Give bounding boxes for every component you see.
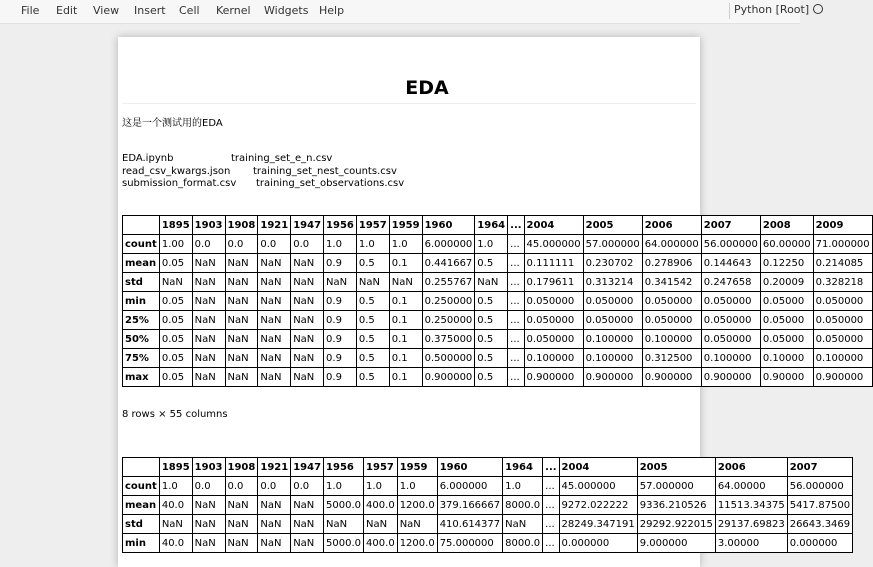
row-label: min <box>123 292 160 311</box>
table-cell: ... <box>543 496 559 515</box>
ls-file: submission_format.csv <box>122 178 237 189</box>
table-row <box>123 311 873 330</box>
column-header: 2006 <box>642 216 701 235</box>
table-cell: 64.00000 <box>715 477 787 496</box>
table-cell: 0.05 <box>159 368 192 387</box>
table-cell: ... <box>508 292 524 311</box>
table-cell: 0.10000 <box>760 349 813 368</box>
table-cell: 45.000000 <box>559 477 637 496</box>
table-cell: 0.5 <box>356 254 389 273</box>
table-cell: 71.000000 <box>813 235 872 254</box>
row-label: std <box>123 273 160 292</box>
table-cell: NaN <box>291 292 324 311</box>
table-cell: 400.0 <box>364 534 398 553</box>
table-cell: NaN <box>225 292 258 311</box>
table-cell: 6.000000 <box>437 477 502 496</box>
table-cell: 0.05 <box>159 330 192 349</box>
column-header: 2007 <box>701 216 760 235</box>
table-cell: NaN <box>397 515 437 534</box>
table-cell: 3.00000 <box>715 534 787 553</box>
table-row <box>123 349 873 368</box>
table-cell: 1.0 <box>503 477 543 496</box>
table-cell: 0.247658 <box>701 273 760 292</box>
table-cell: 5417.87500 <box>787 496 852 515</box>
column-header: 2006 <box>715 458 787 477</box>
column-header: 1947 <box>291 216 324 235</box>
column-header: ... <box>543 458 559 477</box>
table-cell: 0.250000 <box>422 292 475 311</box>
table-cell: NaN <box>324 515 364 534</box>
table-cell: NaN <box>364 515 398 534</box>
title-divider <box>122 103 696 104</box>
table-cell: ... <box>508 368 524 387</box>
table-cell: 0.5 <box>356 330 389 349</box>
column-header: 2005 <box>637 458 715 477</box>
table-cell: NaN <box>503 515 543 534</box>
table-cell: 0.9 <box>324 349 357 368</box>
table-cell: 0.900000 <box>701 368 760 387</box>
table-cell: 1.0 <box>364 477 398 496</box>
table-cell: 56.000000 <box>787 477 852 496</box>
table-cell: 64.000000 <box>642 235 701 254</box>
table-cell: NaN <box>225 534 258 553</box>
table-cell: 0.050000 <box>524 311 583 330</box>
row-label: 50% <box>123 330 160 349</box>
table-cell: 0.050000 <box>813 311 872 330</box>
table-cell: NaN <box>159 273 192 292</box>
ls-file: training_set_observations.csv <box>256 178 405 189</box>
table-cell: 45.000000 <box>524 235 583 254</box>
table-cell: 0.05000 <box>760 311 813 330</box>
column-header: 1960 <box>437 458 502 477</box>
table-cell: 0.500000 <box>422 349 475 368</box>
menu-file[interactable]: File <box>21 4 40 17</box>
table-row <box>123 273 873 292</box>
table-cell: NaN <box>192 534 225 553</box>
shape-note: 8 rows × 55 columns <box>122 409 228 420</box>
table-cell: NaN <box>192 292 225 311</box>
table-cell: 0.05000 <box>760 330 813 349</box>
table-cell: 0.1 <box>389 292 422 311</box>
table-cell: 1.0 <box>389 235 422 254</box>
table-cell: 410.614377 <box>437 515 502 534</box>
table-header-row <box>123 458 853 477</box>
menubar <box>0 0 810 24</box>
table-cell: 0.0 <box>291 477 324 496</box>
table-cell: NaN <box>258 292 291 311</box>
table-cell: 0.312500 <box>642 349 701 368</box>
table-cell: ... <box>543 534 559 553</box>
table-cell: 0.12250 <box>760 254 813 273</box>
table-cell: 0.1 <box>389 368 422 387</box>
table-cell: 26643.3469 <box>787 515 852 534</box>
table-cell: 0.250000 <box>422 311 475 330</box>
table-cell: 1.0 <box>356 235 389 254</box>
table-row <box>123 330 873 349</box>
column-header: 2004 <box>559 458 637 477</box>
table-row <box>123 368 873 387</box>
table-cell: 0.278906 <box>642 254 701 273</box>
table-cell: 11513.34375 <box>715 496 787 515</box>
column-header: 1959 <box>397 458 437 477</box>
column-header: 2004 <box>524 216 583 235</box>
table-cell: NaN <box>258 254 291 273</box>
table-cell: NaN <box>258 534 291 553</box>
column-header: 1908 <box>225 458 258 477</box>
title-cell[interactable] <box>118 77 700 99</box>
table-cell: NaN <box>291 254 324 273</box>
table-cell: NaN <box>291 330 324 349</box>
table-cell: ... <box>543 477 559 496</box>
table-cell: 0.179611 <box>524 273 583 292</box>
row-label: mean <box>123 496 160 515</box>
table-cell: NaN <box>192 273 225 292</box>
describe-table-2 <box>122 457 853 553</box>
table-cell: 0.05000 <box>760 292 813 311</box>
column-header: 1947 <box>291 458 324 477</box>
table-cell: 0.144643 <box>701 254 760 273</box>
table-row <box>123 254 873 273</box>
column-header: 1921 <box>258 458 291 477</box>
column-header: 1921 <box>258 216 291 235</box>
table-cell: 0.5 <box>475 349 508 368</box>
table-cell: NaN <box>192 330 225 349</box>
column-header: 1895 <box>159 458 192 477</box>
table-row <box>123 235 873 254</box>
table-cell: 0.050000 <box>813 292 872 311</box>
column-header: ... <box>508 216 524 235</box>
row-label: max <box>123 368 160 387</box>
column-header: 2008 <box>760 216 813 235</box>
table-cell: 0.1 <box>389 330 422 349</box>
table-cell: 0.9 <box>324 368 357 387</box>
table-cell: 0.100000 <box>813 349 872 368</box>
column-header: 1956 <box>324 458 364 477</box>
table-cell: ... <box>508 311 524 330</box>
table-cell: NaN <box>192 368 225 387</box>
table-cell: 379.166667 <box>437 496 502 515</box>
table-cell: 0.050000 <box>701 311 760 330</box>
table-cell: 0.214085 <box>813 254 872 273</box>
table-cell: NaN <box>258 349 291 368</box>
table-cell: NaN <box>258 368 291 387</box>
page-title: EDA <box>405 77 449 99</box>
column-header: 2007 <box>787 458 852 477</box>
table-cell: NaN <box>225 311 258 330</box>
table-cell: NaN <box>291 273 324 292</box>
table-cell: 0.5 <box>475 311 508 330</box>
table-cell: NaN <box>192 515 225 534</box>
table-cell: 0.328218 <box>813 273 872 292</box>
table-row <box>123 496 853 515</box>
column-header: 1964 <box>475 216 508 235</box>
table-cell: 1.0 <box>475 235 508 254</box>
table-cell: 0.0 <box>192 477 225 496</box>
table-cell: 0.900000 <box>813 368 872 387</box>
table-cell: 0.05 <box>159 349 192 368</box>
table-cell: 1.00 <box>159 235 192 254</box>
table-cell: 5000.0 <box>324 534 364 553</box>
table-cell: 0.050000 <box>813 330 872 349</box>
table-cell: NaN <box>225 273 258 292</box>
table-cell: NaN <box>225 368 258 387</box>
table-cell: NaN <box>291 534 324 553</box>
row-label: std <box>123 515 160 534</box>
table-cell: NaN <box>225 254 258 273</box>
table-cell: NaN <box>192 496 225 515</box>
row-label: 25% <box>123 311 160 330</box>
table-cell: ... <box>508 254 524 273</box>
table-cell: NaN <box>159 515 192 534</box>
table-cell: 0.900000 <box>642 368 701 387</box>
table-row <box>123 292 873 311</box>
table-cell: 0.230702 <box>583 254 642 273</box>
table-cell: 29137.69823 <box>715 515 787 534</box>
table-cell: 57.000000 <box>583 235 642 254</box>
column-header: 1960 <box>422 216 475 235</box>
table-cell: 0.050000 <box>583 292 642 311</box>
table-cell: 0.5 <box>356 311 389 330</box>
table-cell: 0.100000 <box>642 330 701 349</box>
table-cell: 0.050000 <box>642 292 701 311</box>
table-cell: 0.90000 <box>760 368 813 387</box>
column-header: 2005 <box>583 216 642 235</box>
table-cell: NaN <box>192 311 225 330</box>
table-cell: NaN <box>258 496 291 515</box>
table-cell: 29292.922015 <box>637 515 715 534</box>
table-cell: 0.05 <box>159 292 192 311</box>
menu-view[interactable]: View <box>93 4 120 17</box>
ls-file: training_set_e_n.csv <box>231 153 333 164</box>
menu-insert[interactable]: Insert <box>134 4 166 17</box>
table-cell: NaN <box>225 515 258 534</box>
table-row <box>123 534 853 553</box>
table-cell: 0.900000 <box>583 368 642 387</box>
table-cell: 6.000000 <box>422 235 475 254</box>
table-row <box>123 515 853 534</box>
menu-cell[interactable]: Cell <box>179 4 200 17</box>
column-header: 1957 <box>356 216 389 235</box>
table-cell: ... <box>508 273 524 292</box>
table-header-row <box>123 216 873 235</box>
table-cell: 0.100000 <box>701 349 760 368</box>
table-cell: NaN <box>291 349 324 368</box>
table-cell: NaN <box>225 349 258 368</box>
column-header: 2009 <box>813 216 872 235</box>
table-cell: 5000.0 <box>324 496 364 515</box>
table-cell: NaN <box>258 330 291 349</box>
table-cell: 0.9 <box>324 292 357 311</box>
table-cell: 0.050000 <box>524 330 583 349</box>
table-cell: 8000.0 <box>503 496 543 515</box>
describe-table-1 <box>122 215 873 387</box>
table-cell: 0.000000 <box>787 534 852 553</box>
table-cell: 0.111111 <box>524 254 583 273</box>
table-corner <box>123 458 160 477</box>
table-cell: NaN <box>258 273 291 292</box>
table-cell: NaN <box>258 515 291 534</box>
table-cell: NaN <box>291 368 324 387</box>
table-cell: 9272.022222 <box>559 496 637 515</box>
ls-file: read_csv_kwargs.json <box>122 166 231 177</box>
table-cell: 9336.210526 <box>637 496 715 515</box>
table-cell: 1.0 <box>397 477 437 496</box>
table-cell: NaN <box>324 273 357 292</box>
table-cell: 0.100000 <box>583 349 642 368</box>
table-cell: 0.20009 <box>760 273 813 292</box>
menu-widgets[interactable]: Widgets <box>264 4 309 17</box>
table-cell: 0.0 <box>192 235 225 254</box>
table-cell: 0.5 <box>475 254 508 273</box>
table-cell: 400.0 <box>364 496 398 515</box>
table-cell: 0.5 <box>475 330 508 349</box>
table-cell: 0.050000 <box>701 330 760 349</box>
table-cell: 0.900000 <box>422 368 475 387</box>
kernel-name: Python [Root] <box>734 3 810 16</box>
table-cell: NaN <box>291 515 324 534</box>
table-cell: 0.0 <box>258 477 291 496</box>
table-cell: 1200.0 <box>397 534 437 553</box>
ls-file: training_set_nest_counts.csv <box>253 166 397 177</box>
table-cell: NaN <box>475 273 508 292</box>
table-cell: NaN <box>192 254 225 273</box>
row-label: 75% <box>123 349 160 368</box>
kernel-status-icon <box>813 4 823 14</box>
table-cell: 60.00000 <box>760 235 813 254</box>
row-label: count <box>123 477 160 496</box>
table-cell: 40.0 <box>159 534 192 553</box>
table-cell: 57.000000 <box>637 477 715 496</box>
table-cell: NaN <box>225 496 258 515</box>
table-cell: 1.0 <box>324 235 357 254</box>
table-cell: 75.000000 <box>437 534 502 553</box>
table-cell: 0.9 <box>324 330 357 349</box>
table-cell: 0.1 <box>389 349 422 368</box>
table-cell: 0.5 <box>356 368 389 387</box>
table-cell: 0.5 <box>356 292 389 311</box>
table-cell: ... <box>543 515 559 534</box>
column-header: 1957 <box>364 458 398 477</box>
table-cell: 1200.0 <box>397 496 437 515</box>
table-cell: NaN <box>192 349 225 368</box>
column-header: 1959 <box>389 216 422 235</box>
table-cell: ... <box>508 330 524 349</box>
ls-file: EDA.ipynb <box>122 153 174 164</box>
table-cell: NaN <box>258 311 291 330</box>
menu-help[interactable]: Help <box>319 4 345 17</box>
table-row <box>123 477 853 496</box>
table-cell: 0.341542 <box>642 273 701 292</box>
table-cell: ... <box>508 349 524 368</box>
markdown-description: 这是一个测试用的EDA <box>122 118 223 129</box>
table-cell: 0.100000 <box>524 349 583 368</box>
column-header: 1903 <box>192 216 225 235</box>
table-cell: 0.5 <box>356 349 389 368</box>
table-cell: 0.313214 <box>583 273 642 292</box>
row-label: count <box>123 235 160 254</box>
table-cell: 0.441667 <box>422 254 475 273</box>
menu-edit[interactable]: Edit <box>56 4 78 17</box>
table-cell: 0.05 <box>159 311 192 330</box>
row-label: min <box>123 534 160 553</box>
table-cell: 0.9 <box>324 254 357 273</box>
table-cell: 0.050000 <box>583 311 642 330</box>
column-header: 1908 <box>225 216 258 235</box>
menu-kernel[interactable]: Kernel <box>216 4 251 17</box>
table-cell: 0.0 <box>258 235 291 254</box>
table-cell: NaN <box>389 273 422 292</box>
table-cell: 0.255767 <box>422 273 475 292</box>
column-header: 1903 <box>192 458 225 477</box>
table-corner <box>123 216 160 235</box>
table-cell: 0.100000 <box>583 330 642 349</box>
table-cell: 0.0 <box>225 477 258 496</box>
table-cell: 0.375000 <box>422 330 475 349</box>
table-cell: NaN <box>225 330 258 349</box>
table-cell: 9.000000 <box>637 534 715 553</box>
table-cell: 0.9 <box>324 311 357 330</box>
table-cell: 0.5 <box>475 368 508 387</box>
table-cell: 0.050000 <box>701 292 760 311</box>
table-cell: 0.05 <box>159 254 192 273</box>
table-cell: ... <box>508 235 524 254</box>
table-cell: 8000.0 <box>503 534 543 553</box>
table-cell: 0.050000 <box>642 311 701 330</box>
table-cell: 0.1 <box>389 254 422 273</box>
table-cell: NaN <box>291 496 324 515</box>
table-cell: 0.0 <box>291 235 324 254</box>
table-cell: NaN <box>356 273 389 292</box>
row-label: mean <box>123 254 160 273</box>
column-header: 1964 <box>503 458 543 477</box>
table-cell: 0.050000 <box>524 292 583 311</box>
column-header: 1895 <box>159 216 192 235</box>
table-cell: NaN <box>291 311 324 330</box>
table-cell: 0.5 <box>475 292 508 311</box>
kernel-indicator[interactable] <box>729 3 823 19</box>
table-cell: 1.0 <box>324 477 364 496</box>
table-cell: 56.000000 <box>701 235 760 254</box>
table-cell: 0.900000 <box>524 368 583 387</box>
table-cell: 0.0 <box>225 235 258 254</box>
table-cell: 0.1 <box>389 311 422 330</box>
table-cell: 28249.347191 <box>559 515 637 534</box>
column-header: 1956 <box>324 216 357 235</box>
table-cell: 40.0 <box>159 496 192 515</box>
table-cell: 1.0 <box>159 477 192 496</box>
table-cell: 0.000000 <box>559 534 637 553</box>
